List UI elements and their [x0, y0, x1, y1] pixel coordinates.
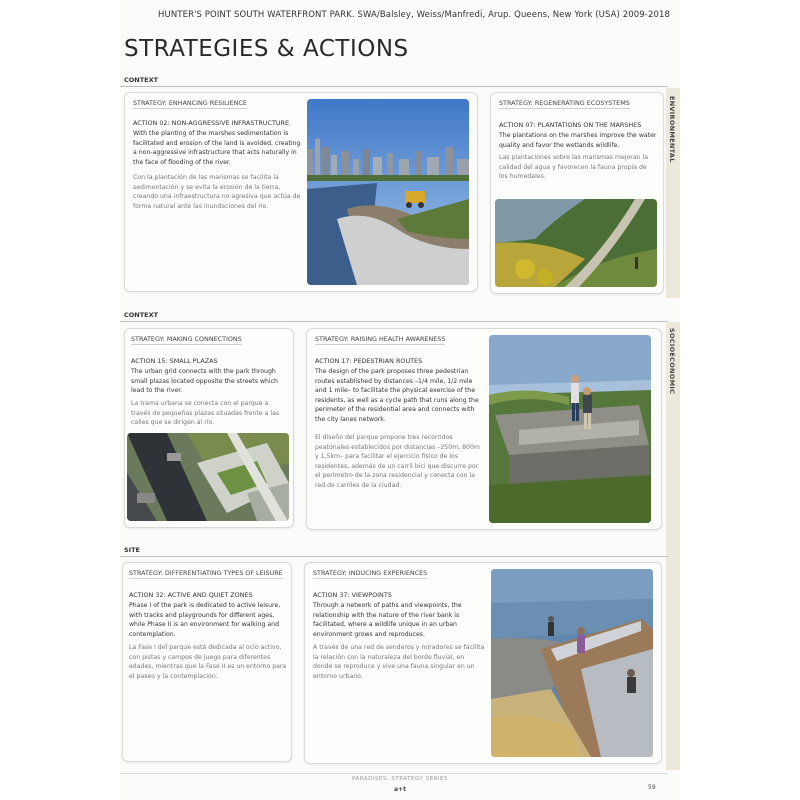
action-label: ACTION 02: NON-AGGRESSIVE INFRASTRUCTURE — [133, 119, 289, 127]
body-english: The urban grid connects with the park through small plazas located opposite the streets which lead to the river. — [131, 368, 278, 395]
strategy-label: STRATEGY: MAKING CONNECTIONS — [131, 335, 242, 343]
body-spanish: La Fase I del parque está dedicada al ocio activo, con pistas y campos de juego para diferentes edades, mientras que la Fase II es un entorno para el paseo y la contemplación. — [129, 644, 287, 680]
card-raising-health-awareness — [306, 328, 662, 530]
section-label-context: CONTEXT — [124, 311, 159, 319]
card-enhancing-resilience — [124, 92, 478, 292]
strategy-label: STRATEGY: DIFFERENTIATING TYPES OF LEISURE — [129, 569, 283, 577]
body-english: The plantations on the marshes improve the water quality and favor the wetlands wildlife. — [499, 132, 657, 149]
body-spanish: A través de una red de senderos y miradores se facilita la relación con la naturaleza del borde fluvial, en donde se reproduce y vive una fauna singular en un entorno urbano. — [313, 644, 485, 680]
strategy-label: STRATEGY: REGENERATING ECOSYSTEMS — [499, 99, 630, 107]
photo-marsh-construction — [307, 99, 469, 285]
strategy-label: STRATEGY: RAISING HEALTH AWARENESS — [315, 335, 446, 343]
card-inducing-experiences — [304, 562, 662, 764]
photo-small-plazas-aerial — [127, 433, 289, 521]
photo-pedestrian-overlook — [489, 335, 651, 523]
body-english: With the planting of the marshes sedimentation is facilitated and erosion of the land is avoided, creating a non-aggressive infrastructure that acts naturally in the face of flooding of the river. — [133, 130, 301, 166]
photo-marsh-plantations — [495, 199, 657, 287]
project-header: HUNTER'S POINT SOUTH WATERFRONT PARK. SWA/Balsley, Weiss/Manfredi, Arup. Queens, New York (USA) 2009-2018 — [158, 10, 670, 20]
action-label: ACTION 15: SMALL PLAZAS — [131, 357, 218, 365]
card-making-connections — [124, 328, 294, 528]
action-label: ACTION 17: PEDESTRIAN ROUTES — [315, 357, 423, 365]
body-spanish: Las plantaciones sobre las marismas mejoran la calidad del agua y favorecen la fauna propia de los humedales. — [499, 154, 649, 181]
strategy-label: STRATEGY: INDUCING EXPERIENCES — [313, 569, 428, 577]
action-label: ACTION 37: VIEWPOINTS — [313, 591, 392, 599]
side-tab-environmental: ENVIRONMENTAL — [668, 96, 676, 163]
card-regenerating-ecosystems — [490, 92, 664, 294]
page-number: 59 — [648, 784, 656, 791]
publisher-logo: a+t — [394, 786, 406, 793]
footer-divider — [120, 773, 668, 774]
series-name: PARADISES. STRATEGY SERIES — [352, 776, 448, 782]
action-label: ACTION 07: PLANTATIONS ON THE MARSHES — [499, 121, 642, 129]
section-divider — [120, 321, 668, 322]
body-spanish: Con la plantación de las marismas se facilita la sedimentación y se evita la erosión de la tierra, creando una infraestructura no agresiva que actúa de forma natural ante las inundaciones del río. — [133, 174, 301, 210]
body-english: Through a network of paths and viewpoints, the relationship with the nature of the river bank is facilitated, where a wildlife unique in an urban environment grows and reproduces. — [313, 602, 462, 638]
body-spanish: El diseño del parque propone tres recorridos peatonales establecidos por distancias –250m, 800m y 1,5km– para facilitar el ejercicio físico de los residentes, además de un carril bici que discurre por el perímetro de la zona residencial y conecta con la red de carriles de la ciudad. — [315, 434, 480, 489]
body-spanish: La trama urbana se conecta con el parque a través de pequeñas plazas situadas frente a las calles que se dirigen al río. — [131, 400, 280, 427]
body-english: Phase I of the park is dedicated to active leisure, with tracks and playgrounds for different ages, while Phase II is an environment for walking and contemplation. — [129, 602, 281, 638]
section-divider — [120, 556, 668, 557]
action-label: ACTION 32: ACTIVE AND QUIET ZONES — [129, 591, 253, 599]
side-tab-socioeconomic: SOCIOECONOMIC — [668, 328, 676, 395]
section-label-site: SITE — [124, 546, 140, 554]
page-title: STRATEGIES & ACTIONS — [124, 36, 409, 62]
section-label-context: CONTEXT — [124, 76, 159, 84]
body-english: The design of the park proposes three pedestrian routes established by distances –1/4 mile, 1/2 mile and 1 mile– to facilitate the physical exercise of the residents, as well as a cycle path that runs along the perimeter of the residential area and connects with the city lanes network. — [315, 368, 479, 423]
card-differentiating-leisure — [122, 562, 292, 762]
section-divider — [120, 86, 668, 87]
strategy-label: STRATEGY: ENHANCING RESILIENCE — [133, 99, 247, 107]
photo-viewpoint-deck — [491, 569, 653, 757]
